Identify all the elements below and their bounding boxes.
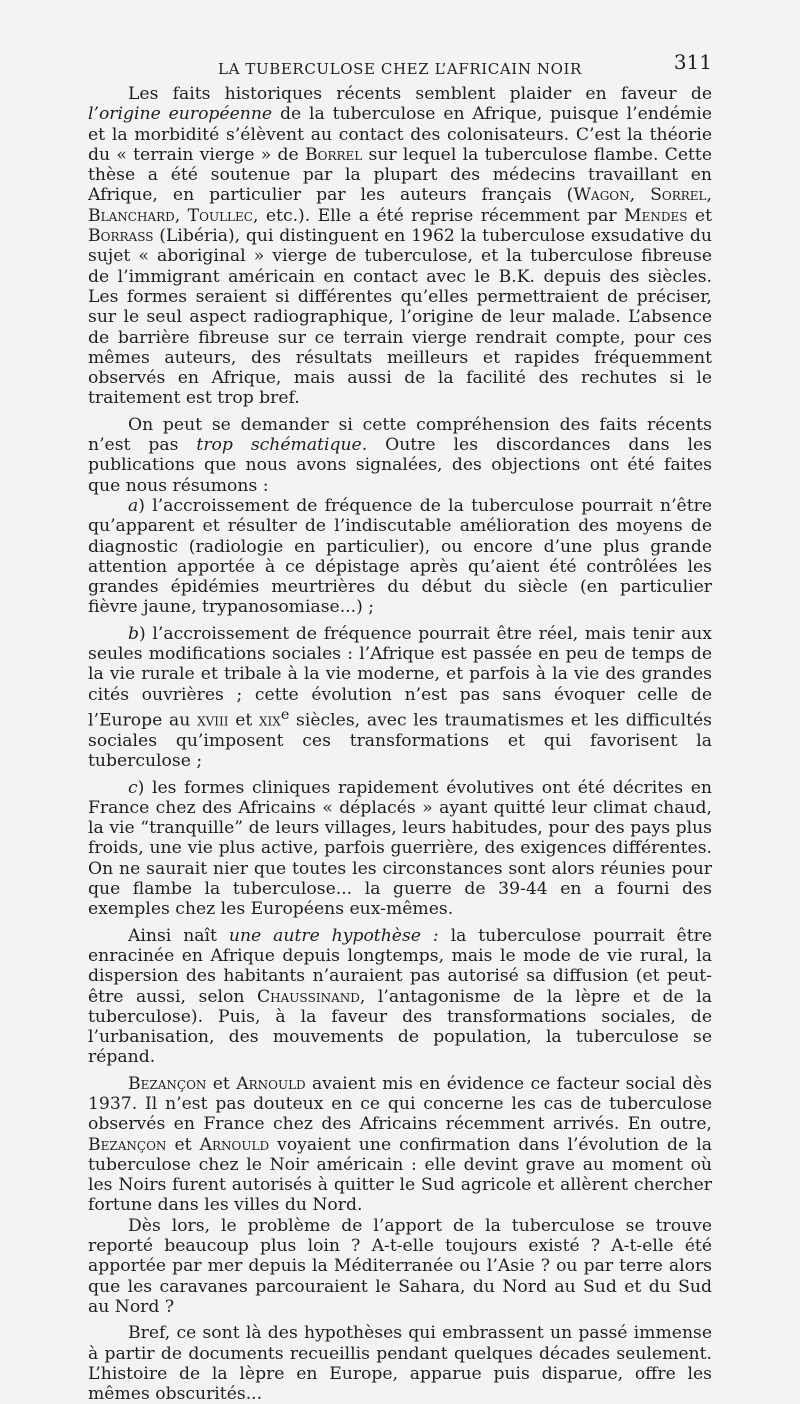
- paragraph-origin-problem: [88, 1216, 712, 1317]
- emphasis-schematic: trop schématique: [196, 435, 362, 456]
- author-name: Mendes: [624, 205, 688, 226]
- text-run: et: [166, 1134, 200, 1155]
- ordinal-superscript: e: [280, 706, 290, 723]
- text-run: ,: [629, 185, 651, 206]
- list-letter: c: [128, 777, 138, 798]
- paragraph-other-hypothesis: [88, 926, 712, 1068]
- text-run: Dès lors, le problème de l’apport de la tuberculose se trouve reporté beaucoup plus loin ? A-t-elle toujours existé ? A-t-elle été apportée par mer depuis la Méditerranée ou l’Asie ? ou par terre alors que les caravanes parcouraient le Sahara, du Nord au Sud et du Sud au Nord ?: [88, 1215, 712, 1317]
- author-name: Borrass: [88, 226, 154, 247]
- author-name: Blanchard: [88, 205, 175, 226]
- text-run: ,: [174, 205, 188, 226]
- paragraph-conclusion: [88, 1323, 712, 1404]
- text-run: , etc.). Elle a été reprise récemment par: [252, 205, 624, 226]
- emphasis-other-hypothesis: une autre hypothèse :: [228, 925, 439, 946]
- author-name: Bezançon: [88, 1134, 167, 1155]
- paragraph-schematic: [88, 415, 712, 496]
- text-run: (Libéria), qui distinguent en 1962 la tuberculose exsudative du sujet « aboriginal » vierge de tuberculose, et la tuberculose fibreuse de l’immigrant américain en contact avec le B.K. depuis des siècles. Les formes seraient si différentes qu’elles permettraient de préciser, sur le seul aspect radiographique, l’origine de leur malade. L’absence de barrière fibreuse sur ce terrain vierge rendrait compte, pour ces mêmes auteurs, des résultats meilleurs et rapides fréquemment observés en Afrique, mais aussi de la facilité des rechutes si le traitement est trop bref.: [88, 226, 712, 409]
- author-name: Chaussinand: [257, 986, 360, 1007]
- list-letter: b: [128, 623, 140, 644]
- roman-numeral: xix: [259, 710, 281, 731]
- author-name: Borrel: [304, 144, 363, 165]
- author-name: Toullec: [187, 205, 253, 226]
- text-run: sur lequel la tuberculose flambe. Cette thèse a été soutenue par la plupart des médecins travaillant en Afrique, en particulier par les auteurs français (: [88, 144, 712, 206]
- paragraph-social-factor: [88, 1074, 712, 1216]
- objection-a: [88, 496, 712, 618]
- text-run: , l’antagonisme de la lèpre et de la tuberculose). Puis, à la faveur des transformations sociales, de l’urbanisation, des mouvements de population, la tuberculose se répand.: [88, 986, 712, 1068]
- text-run: et: [687, 205, 712, 226]
- list-letter: a: [128, 495, 139, 516]
- text-run: On peut se demander si cette compréhension des faits récents n’est pas: [88, 414, 712, 456]
- text-run: ) les formes cliniques rapidement évolutives ont été décrites en France chez des Africains « déplacés » ayant quitté leur climat chaud, la vie “tranquille” de leurs villages, leurs habitudes, pour des pays plus froids, une vie plus active, parfois guerrière, des exigences différentes. On ne saurait nier que toutes les circonstances sont alors réunies pour que flambe la tuberculose... la guerre de 39-44 en a fourni des exemples chez les Européens eux-mêmes.: [88, 777, 712, 920]
- text-run: ) l’accroissement de fréquence pourrait être réel, mais tenir aux seules modifications sociales : l’Afrique est passée en peu de temps de la vie rurale et tribale à la vie moderne, et parfois à la vie des grandes cités ouvrières ; cette évolution n’est pas sans évoquer celle de l’Europe au: [88, 623, 712, 731]
- running-title: LA TUBERCULOSE CHEZ L’AFRICAIN NOIR: [218, 60, 582, 78]
- author-name: Bezançon: [128, 1073, 207, 1094]
- paragraph-european-origin: [88, 84, 712, 409]
- text-run: de la tuberculose en Afrique, puisque l’endémie et la morbidité s’élèvent au contact des colonisateurs. C’est la théorie du « terrain vierge » de: [88, 104, 713, 165]
- page-number: 311: [673, 50, 712, 74]
- author-name: Arnould: [236, 1073, 306, 1094]
- text-run: siècles, avec les traumatismes et les difficultés sociales qu’imposent ces transformations et qui favorisent la tuberculose ;: [88, 710, 712, 772]
- text-run: . Outre les discordances dans les publications que nous avons signalées, des objections ont été faites que nous résumons :: [88, 435, 712, 496]
- text-run: avaient mis en évidence ce facteur social dès 1937. Il n’est pas douteux en ce qui concerne les cas de tuberculose observés en France chez des Africains récemment arrivés. En outre,: [88, 1073, 712, 1135]
- text-run: et: [228, 710, 260, 731]
- author-name: Arnould: [199, 1134, 270, 1155]
- text-run: ) l’accroissement de fréquence de la tuberculose pourrait n’être qu’apparent et résulter de l’indiscutable amélioration des moyens de diagnostic (radiologie en particulier), ou encore d’une plus grande attention apportée à ce dépistage après qu’aient été contrôlées les grandes épidémies meurtrières du début du siècle (en particulier fièvre jaune, trypanosomiase...) ;: [88, 495, 712, 618]
- objection-c: [88, 778, 712, 920]
- text-run: voyaient une confirmation dans l’évolution de la tuberculose chez le Noir américain : elle devint grave au moment où les Noirs furent autorisés à quitter le Sud agricole et allèrent chercher fortune dans les villes du Nord.: [88, 1134, 713, 1216]
- objection-b: [88, 624, 712, 772]
- body-text: [88, 84, 712, 1404]
- text-run: ,: [706, 185, 712, 206]
- emphasis-european-origin: l’origine européenne: [88, 104, 273, 125]
- text-run: la tuberculose pourrait être enracinée en Afrique depuis longtemps, mais le mode de vie rural, la dispersion des habitants n’auraient pas autorisé sa diffusion (et peut-être aussi, selon: [88, 925, 713, 1007]
- text-run: et: [206, 1073, 237, 1094]
- text-run: Ainsi naît: [128, 925, 229, 946]
- text-run: Les faits historiques récents semblent plaider en faveur de: [128, 84, 712, 104]
- text-run: Bref, ce sont là des hypothèses qui embrassent un passé immense à partir de documents recueillis pendant quelques décades seulement. L’histoire de la lèpre en Europe, apparue puis disparue, offre les mêmes obscurités...: [88, 1323, 712, 1404]
- author-name: Wagon: [573, 185, 630, 206]
- author-name: Sorrel: [650, 185, 707, 206]
- roman-numeral: xviii: [197, 710, 229, 731]
- page-header: [88, 50, 712, 84]
